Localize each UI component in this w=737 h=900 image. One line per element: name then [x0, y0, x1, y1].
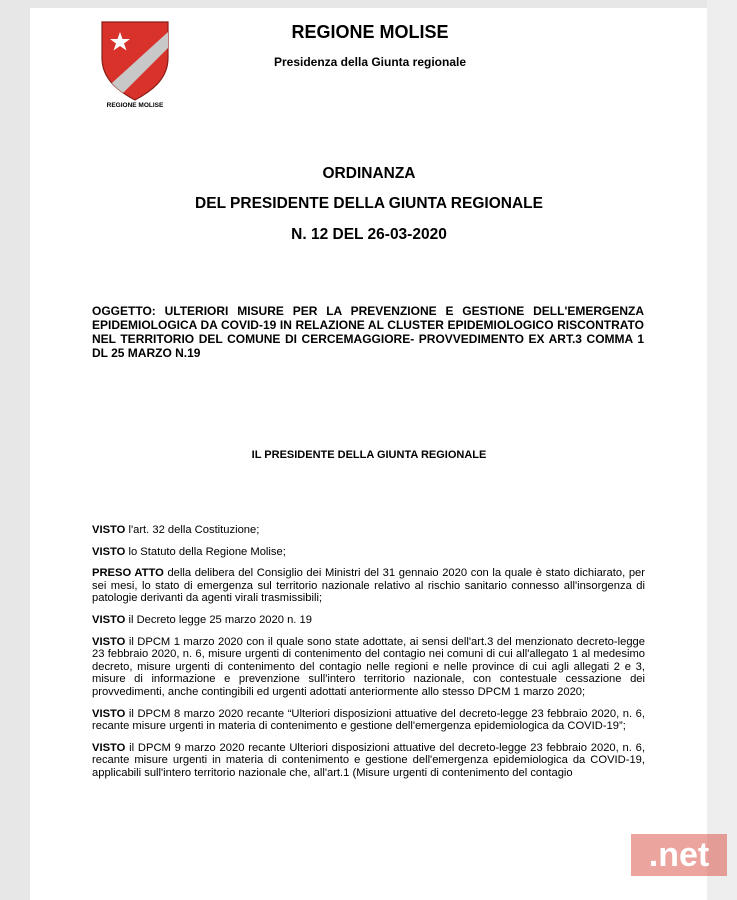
document-page	[30, 8, 708, 900]
logo-caption: REGIONE MOLISE	[106, 102, 164, 108]
ordinanza-number: N. 12 DEL 26-03-2020	[291, 226, 447, 243]
paragraph: VISTO il Decreto legge 25 marzo 2020 n. 19	[92, 613, 312, 626]
header-subtitle: Presidenza della Giunta regionale	[273, 55, 467, 69]
ordinanza-title: ORDINANZA	[322, 165, 416, 182]
paragraph: VISTO lo Statuto della Regione Molise;	[92, 545, 286, 558]
paragraph: VISTO il DPCM 8 marzo 2020 recante “Ulteriori disposizioni attuative del decreto-legge 23 febbraio 2020, n. 6, recante misure urgenti in materia di contenimento e gestione dell'emergenza epidemiologica da COVID-19”;	[92, 707, 645, 733]
watermark-logo: .net	[631, 834, 727, 876]
oggetto-paragraph: OGGETTO: ULTERIORI MISURE PER LA PREVENZIONE E GESTIONE DELL'EMERGENZA EPIDEMIOLOGICA DA COVID-19 IN RELAZIONE AL CLUSTER EPIDEMIOLOGICO RISCONTRATO NEL TERRITORIO DEL COMUNE DI CERCEMAGGIORE- PROVVEDIMENTO EX ART.3 COMMA 1 DL 25 MARZO N.19	[92, 304, 644, 360]
paragraph: VISTO il DPCM 9 marzo 2020 recante Ulteriori disposizioni attuative del decreto-legge 23 febbraio 2020, n. 6, recante misure urgenti in materia di contenimento e gestione dell'emergenza epidemiologica da COVID-19, applicabili sull'intero territorio nazionale che, all'art.1 (Misure urgenti di contenimento del contagio	[92, 741, 645, 779]
right-gutter	[707, 0, 737, 900]
header-title: REGIONE MOLISE	[291, 22, 449, 42]
regione-molise-coat-of-arms	[98, 18, 172, 108]
presidente-heading: IL PRESIDENTE DELLA GIUNTA REGIONALE	[251, 449, 487, 461]
paragraph: VISTO il DPCM 1 marzo 2020 con il quale sono state adottate, ai sensi dell'art.3 del menzionato decreto-legge 23 febbraio 2020, n. 6, misure urgenti di contenimento del contagio nei comuni di cui all'allegato 1 al medesimo decreto, misure urgenti di contenimento del contagio nelle regioni e nelle province di cui agli allegati 2 e 3, misure di informazione e prevenzione sull'intero territorio nazionale, con contestuale cessazione dei provvedimenti, anche contingibili ed urgenti adottati anteriormente allo stesso DPCM 1 marzo 2020;	[92, 635, 645, 698]
page-content	[30, 8, 708, 820]
paragraph: PRESO ATTO della delibera del Consiglio dei Ministri del 31 gennaio 2020 con la quale è stato dichiarato, per sei mesi, lo stato di emergenza sul territorio nazionale relativo al rischio sanitario connesso all'insorgenza di patologie derivanti da agenti virali trasmissibili;	[92, 567, 645, 605]
ordinanza-issuer: DEL PRESIDENTE DELLA GIUNTA REGIONALE	[195, 195, 543, 212]
document-body	[92, 524, 645, 789]
paragraph: VISTO l'art. 32 della Costituzione;	[92, 524, 260, 536]
